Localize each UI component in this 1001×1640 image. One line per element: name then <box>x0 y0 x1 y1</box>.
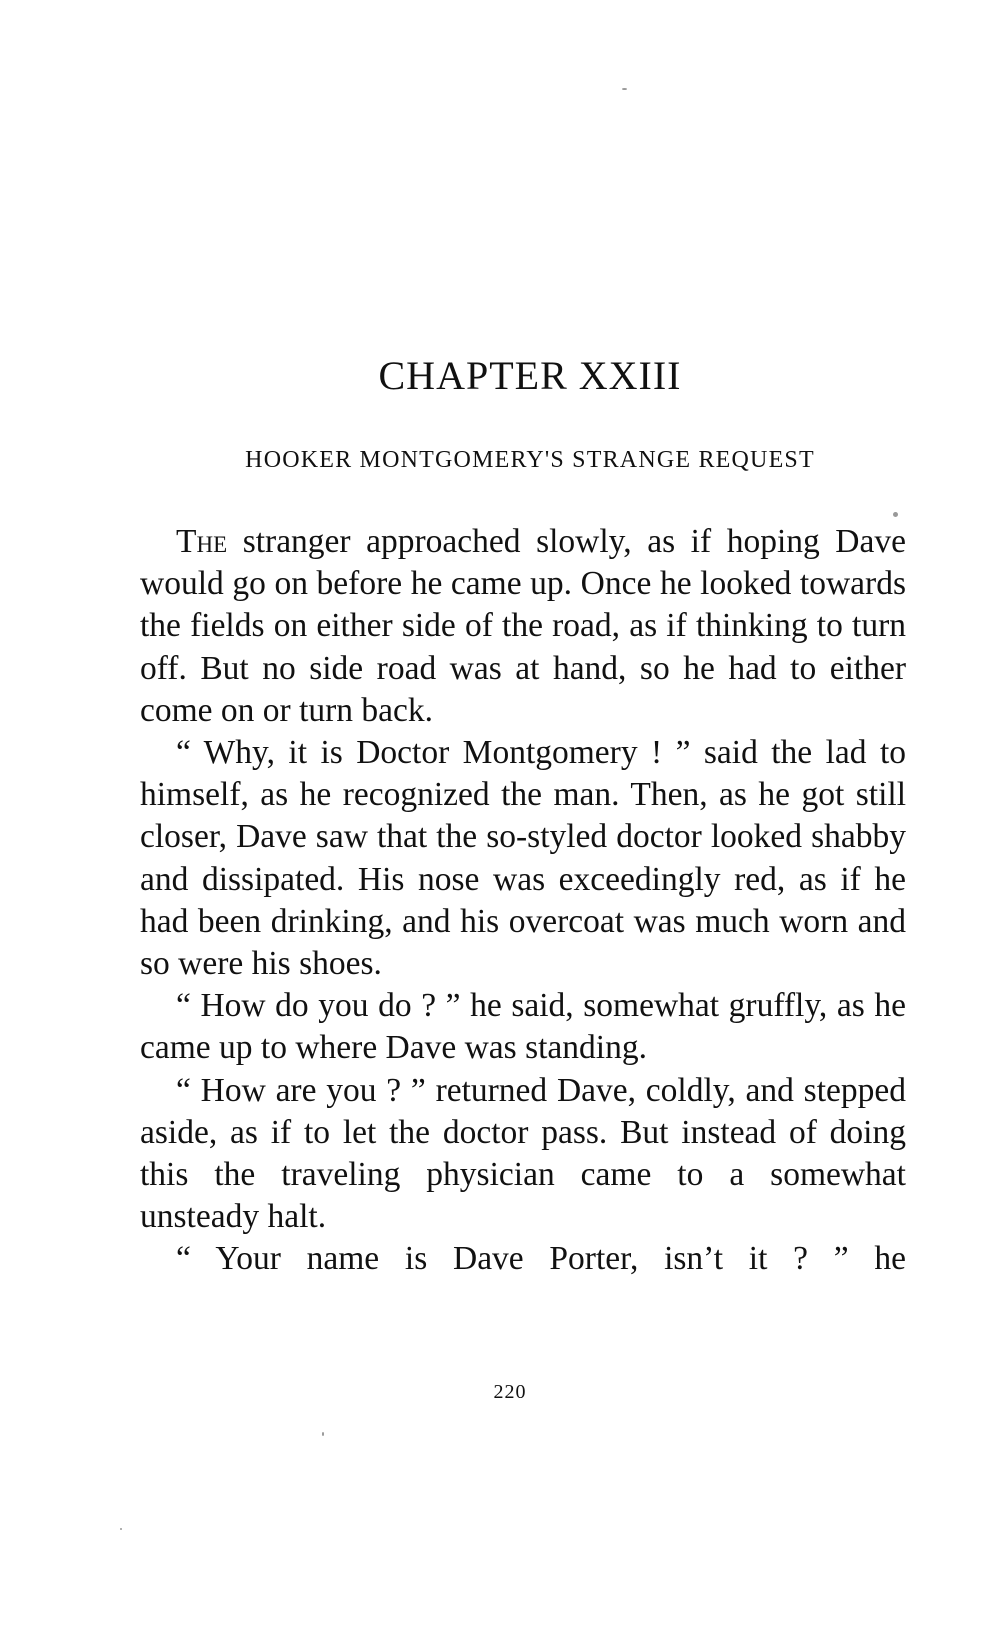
scan-speck <box>893 512 898 517</box>
paragraph-4: “ How are you ? ” returned Dave, coldly, and stepped aside, as if to let the doctor pass. But instead of doing this the traveling physician came to a somewhat unsteady halt. <box>140 1071 906 1236</box>
page-number: 220 <box>493 1381 527 1403</box>
paragraph-5: “ Your name is Dave Porter, isn’t it ? ” he <box>176 1240 906 1278</box>
chapter-title: CHAPTER XXIII <box>378 353 682 398</box>
chapter-subtitle: HOOKER MONTGOMERY'S STRANGE REQUEST <box>245 447 815 473</box>
paragraph-text: stranger approached slowly, as if hoping Dave would go on before he came up. Once he looked towards the fields on either side of the road, as if thinking to turn off. But no side road was at hand, so he had to either come on or turn back. <box>140 523 906 729</box>
paragraph-lead-word: The <box>176 523 228 560</box>
paragraph-1 <box>140 521 906 732</box>
scan-speck <box>120 1528 122 1530</box>
paragraph-3: “ How do you do ? ” he said, somewhat gruffly, as he came up to where Dave was standing. <box>140 987 906 1067</box>
paragraph-2: “ Why, it is Doctor Montgomery ! ” said the lad to himself, as he recognized the man. Then, as he got still closer, Dave saw that the so-styled doctor looked shabby and dissipated. His nose was exceedingly red, as if he had been drinking, and his overcoat was much worn and so were his shoes. <box>140 734 906 983</box>
body-text <box>140 521 906 1281</box>
scan-speck <box>322 1432 324 1436</box>
scan-speck <box>622 88 627 90</box>
